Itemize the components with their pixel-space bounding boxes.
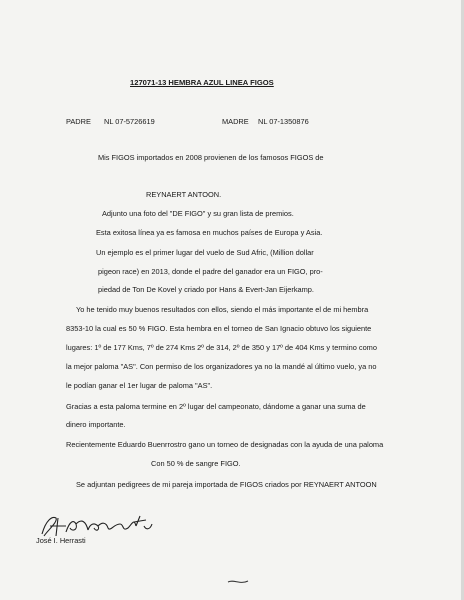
body-line: Un ejemplo es el primer lugar del vuelo de Sud Afric, (Million dollar [96, 248, 314, 257]
body-line: Esta exitosa línea ya es famosa en muchos países de Europa y Asia. [96, 228, 323, 237]
body-line: Se adjuntan pedigrees de mi pareja importada de FIGOS criados por REYNAERT ANTOON [76, 480, 377, 489]
madre-label: MADRE [222, 117, 249, 126]
body-line: la mejor paloma "AS". Con permiso de los organizadores ya no la mandé al último vuelo, ya no [66, 362, 377, 371]
document-title: 127071-13 HEMBRA AZUL LINEA FIGOS [130, 78, 274, 87]
body-line: Gracias a esta paloma termine en 2º lugar del campeonato, dándome a ganar una suma de [66, 402, 366, 411]
body-line: dinero importante. [66, 420, 126, 429]
body-line: REYNAERT ANTOON. [146, 190, 222, 199]
body-line: Con 50 % de sangre FIGO. [151, 459, 241, 468]
body-line: 8353-10 la cual es 50 % FIGO. Esta hembra en el torneo de San Ignacio obtuvo los siguiente [66, 324, 372, 333]
body-line: Adjunto una foto del "DE FIGO" y su gran lista de premios. [102, 209, 294, 218]
body-line: lugares: 1º de 177 Kms, 7º de 274 Kms 2º de 314, 2º de 350 y 17º de 404 Kms y termino como [66, 343, 377, 352]
body-line: Mis FIGOS importados en 2008 provienen de los famosos FIGOS de [98, 153, 324, 162]
body-line: pigeon race) en 2013, donde el padre del ganador era un FIGO, pro- [98, 267, 323, 276]
body-line: Yo he tenido muy buenos resultados con ellos, siendo el más importante el de mi hembra [76, 305, 369, 314]
signature-name: José I. Herrasti [36, 536, 86, 545]
body-line: le podían ganar el 1er lugar de paloma "AS". [66, 381, 213, 390]
padre-value: NL 07-5726619 [104, 117, 155, 126]
scan-mark-icon [226, 578, 250, 586]
body-line: piedad de Ton De Kovel y criado por Hans & Evert-Jan Eijerkamp. [98, 285, 314, 294]
body-line: Recientemente Eduardo Buenrrostro gano un torneo de designadas con la ayuda de una paloma [66, 440, 384, 449]
madre-value: NL 07-1350876 [258, 117, 309, 126]
padre-label: PADRE [66, 117, 91, 126]
